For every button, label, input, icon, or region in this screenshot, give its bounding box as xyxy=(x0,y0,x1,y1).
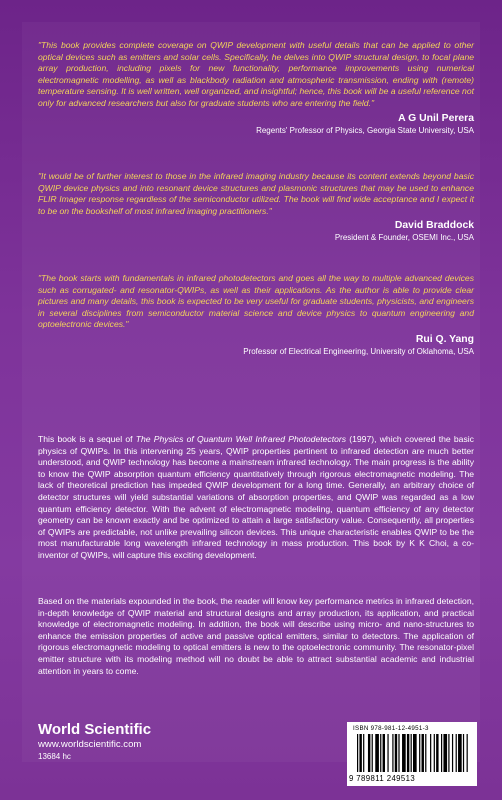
barcode-bar xyxy=(434,734,435,772)
endorsement-1 xyxy=(38,40,474,136)
endorsement-affiliation: Professor of Electrical Engineering, University of Oklahoma, USA xyxy=(243,346,474,356)
barcode-digits: 9 789811 249513 xyxy=(349,774,416,783)
barcode-bar xyxy=(441,734,442,772)
endorsement-quote: "It would be of further interest to those in the infrared imaging industry because its content extends beyond basic QWIP device physics and into resonant device structures and plasmonic structures that may be used to enhance FLIR Imager response regardless of the semiconductor utilized. The book will find wide acceptance and I expect it to be on the bookshelf of most infrared imaging practitioners." xyxy=(38,171,474,216)
barcode-bar xyxy=(375,734,379,772)
barcode-bar xyxy=(448,734,449,772)
barcode-bar xyxy=(456,734,457,772)
description-intro: This book is a sequel of xyxy=(38,434,136,444)
barcode-bar xyxy=(467,734,468,772)
barcode-bar xyxy=(368,734,370,772)
endorsement-quote: "The book starts with fundamentals in infrared photodetectors and goes all the way to multiple advanced devices such as corrugated- and resonator-QWIPs, as well as their applications. As the author is able to provide clear pictures and many details, this book is expected to be very useful for graduate students, physicists, and engineers in several disciplines from semiconductor material science and device physics to quantum engineering and optoelectronic devices." xyxy=(38,273,474,330)
barcode-bar xyxy=(392,734,393,772)
description-paragraph-1 xyxy=(38,434,474,562)
publisher-block xyxy=(38,721,151,763)
barcode-bars-icon xyxy=(357,734,469,776)
isbn-number: ISBN 978-981-12-4951-3 xyxy=(353,725,429,732)
description-body: (1997), which covered the basic physics of QWIPs. In this intervening 25 years, QWIP properties pertinent to infrared detection are much better understood, and QWIP technology has become a mainstream infrared technology. The main progress is the ability to know the QWIP absorption quantum efficiency quantitatively through rigorous electromagnetic modeling. The lack of theoretical prediction has impeded QWIP development for a long time. Generally, an arbitrary choice of detector structures will yield substantial variations of absorption properties, and QWIP was regarded as a low quantum efficiency detector. With the advent of electromagnetic modeling, quantum efficiency of any detector geometry can be known exactly and be optimized to attain a large satisfactory value. Consequently, all properties of QWIPs are predictable, not unlike prevailing silicon devices. This unique characteristic enables QWIP to be the most manufacturable long wavelength infrared technology in mass production. This book by K K Choi, a co-inventor of QWIPs, will capture this exciting development. xyxy=(38,434,474,560)
barcode-bar xyxy=(452,734,453,772)
endorsement-3 xyxy=(38,273,474,357)
barcode-bar xyxy=(383,734,385,772)
endorsement-quote: "This book provides complete coverage on QWIP development with useful details that can be applied to other optical devices such as emitters and solar cells. Specifically, he delves into QWIP structural design, to focal plane array production, including pixels for new functionality, performance improvements using numerical electromagnetic modelling, as well as blackbody radiation and atmospheric transmission, ending with (remote) temperature sensing. It is well written, well organized, and insightful; hence, this book will be a useful reference not only for advanced researchers but also for graduate students who are entering the field." xyxy=(38,40,474,108)
barcode-bar xyxy=(411,734,412,772)
barcode-bar xyxy=(430,734,431,772)
prior-book-title: The Physics of Quantum Well Infrared Photodetectors xyxy=(135,434,347,444)
endorsement-author: A G Unil Perera xyxy=(398,112,474,124)
endorsement-affiliation: President & Founder, OSEMI Inc., USA xyxy=(334,233,474,243)
catalog-code: 13684 hc xyxy=(38,752,71,761)
barcode-bar xyxy=(458,734,462,772)
barcode-bar xyxy=(463,734,464,772)
description-paragraph-2: Based on the materials expounded in the book, the reader will know key performance metrics in infrared detection, in-depth knowledge of QWIP material and structural designs and array production, its application, and practical knowledge of electromagnetic modeling. In addition, the book will describe using micro- and nano-structures to enhance the emission properties of active and passive optical emitters, similar to detectors. The application of rigorous electromagnetic modeling to optical emitters is new to the optoelectronic community. The resonator-pixel emitter structure with its modeling method will no doubt be able to attract substantial academic and industrial attention in years to come. xyxy=(38,596,474,676)
publisher-logo-text: World Scientific xyxy=(38,721,152,738)
barcode-bar xyxy=(398,734,399,772)
barcode-bar xyxy=(402,734,406,772)
barcode-bar xyxy=(357,734,358,772)
endorsement-affiliation: Regents' Professor of Physics, Georgia State University, USA xyxy=(256,125,474,135)
barcode-bar xyxy=(443,734,447,772)
barcode-bar xyxy=(422,734,424,772)
barcode-bar xyxy=(436,734,438,772)
endorsement-author: Rui Q. Yang xyxy=(415,333,474,345)
barcode-bar xyxy=(359,734,361,772)
barcode-bar xyxy=(372,734,373,772)
barcode-bar xyxy=(380,734,381,772)
barcode-bar xyxy=(425,734,426,772)
isbn-barcode xyxy=(347,722,477,786)
barcode-bar xyxy=(363,734,364,772)
publisher-url: www.worldscientific.com xyxy=(38,739,142,750)
endorsement-2 xyxy=(38,171,474,243)
barcode-bar xyxy=(419,734,420,772)
barcode-bar xyxy=(407,734,409,772)
barcode-bar xyxy=(395,734,397,772)
barcode-bar xyxy=(413,734,417,772)
endorsement-author: David Braddock xyxy=(394,220,474,232)
barcode-bar xyxy=(387,734,388,772)
